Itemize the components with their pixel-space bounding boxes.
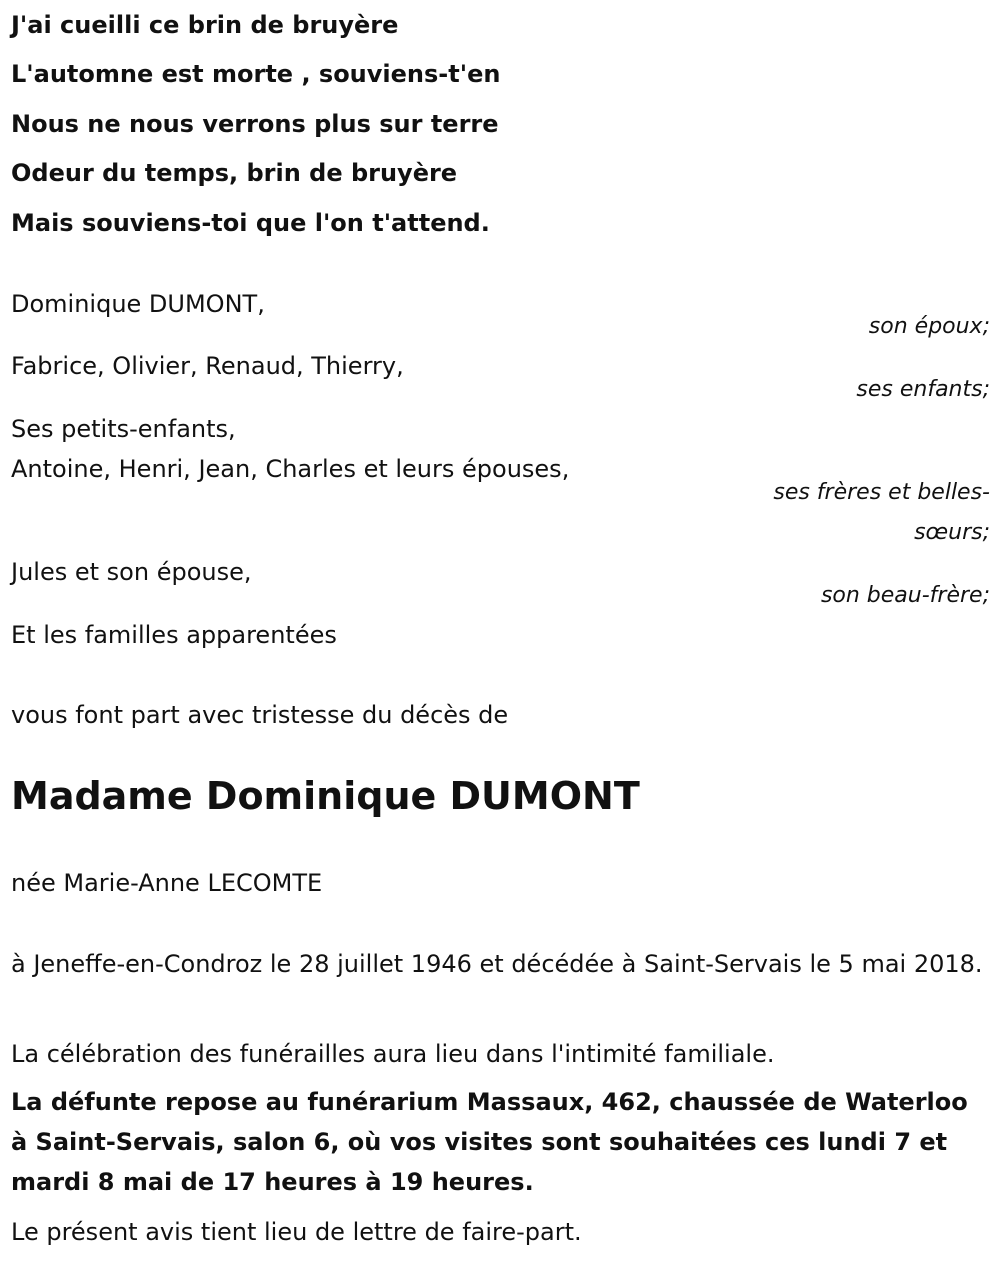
siblings-names: Antoine, Henri, Jean, Charles et leurs épouses, <box>11 455 570 483</box>
brother-in-law-names: Jules et son épouse, <box>11 558 252 586</box>
children-relation: ses enfants; <box>856 377 990 402</box>
brother-in-law-relation: son beau-frère; <box>820 583 990 608</box>
children-names: Fabrice, Olivier, Renaud, Thierry, <box>11 352 404 380</box>
announcement-text: vous font part avec tristesse du décès de <box>11 701 509 729</box>
spouse-relation: son époux; <box>868 314 990 339</box>
deceased-name: Madame Dominique DUMONT <box>11 774 640 818</box>
ceremony-details: La célébration des funérailles aura lieu dans l'intimité familiale. <box>11 1040 775 1068</box>
grandchildren-label: Ses petits-enfants, <box>11 415 236 443</box>
birth-death-details: à Jeneffe-en-Condroz le 28 juillet 1946 et décédée à Saint-Servais le 5 mai 2018. <box>11 950 983 978</box>
spouse-name: Dominique DUMONT, <box>11 290 265 318</box>
poem-line-4: Odeur du temps, brin de bruyère <box>11 159 458 187</box>
notice-text: Le présent avis tient lieu de lettre de faire-part. <box>11 1218 582 1246</box>
poem-line-5: Mais souviens-toi que l'on t'attend. <box>11 209 490 237</box>
poem-line-1: J'ai cueilli ce brin de bruyère <box>11 11 399 39</box>
siblings-relation: ses frères et belles-sœurs; <box>773 480 990 545</box>
poem-line-3: Nous ne nous verrons plus sur terre <box>11 110 499 138</box>
repose-details: La défunte repose au funérarium Massaux, 462, chaussée de Waterloo à Saint-Servais, salon 6, où vos visites sont souhaitées ces lundi 7 et mardi 8 mai de 17 heures à 19 heures. <box>11 1088 968 1196</box>
related-families: Et les familles apparentées <box>11 621 337 649</box>
poem-line-2: L'automne est morte , souviens-t'en <box>11 60 501 88</box>
maiden-name: née Marie-Anne LECOMTE <box>11 869 323 897</box>
